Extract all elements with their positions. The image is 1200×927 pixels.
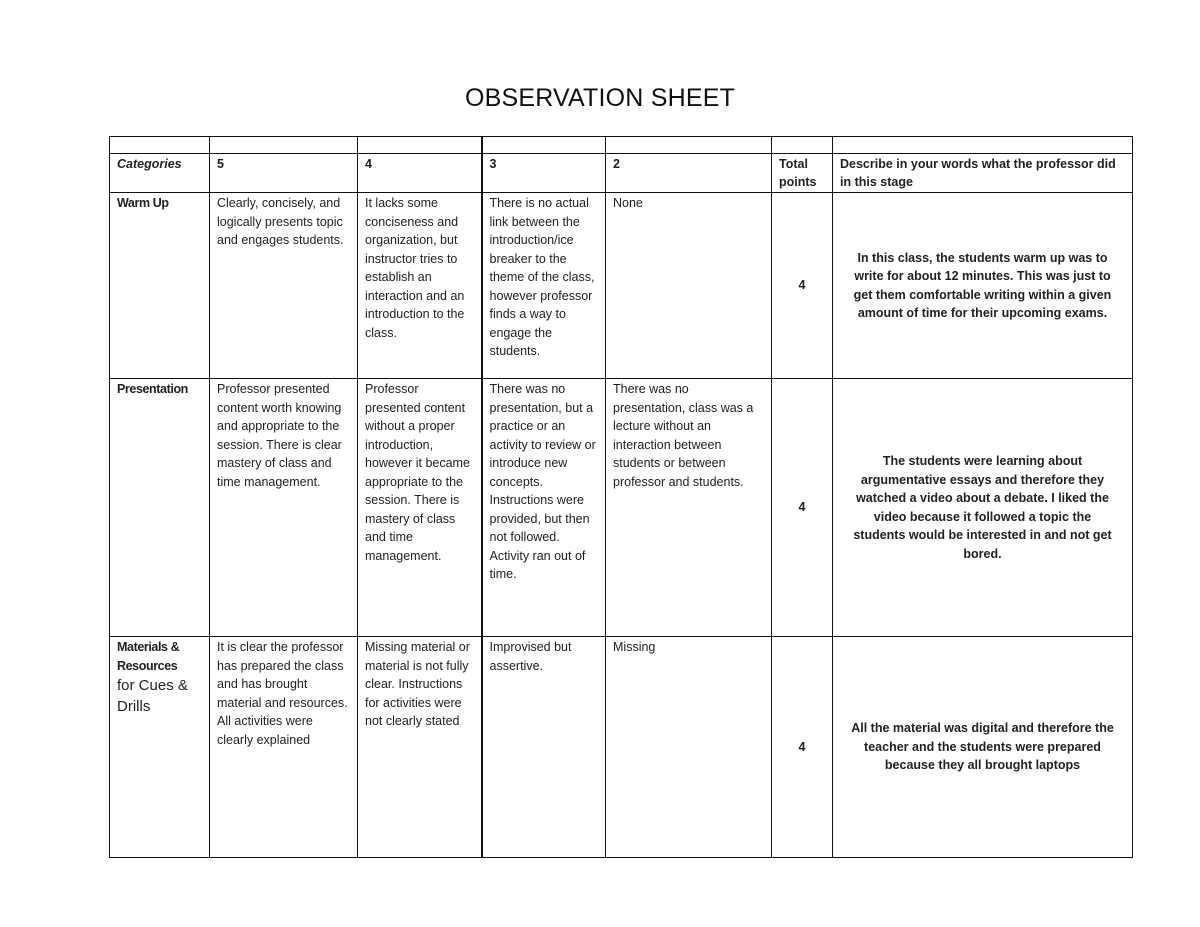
blank-cell: [833, 137, 1133, 154]
blank-cell: [110, 137, 210, 154]
header-describe: Describe in your words what the professor did in this stage: [833, 154, 1133, 193]
blank-cell: [772, 137, 833, 154]
table-row: [110, 637, 1133, 858]
total-points-cell: 4: [772, 637, 833, 858]
criteria-2-cell: There was no presentation, class was a lecture without an interaction between students or between professor and students.: [606, 379, 772, 637]
header-score-5: 5: [210, 154, 358, 193]
total-points-cell: 4: [772, 379, 833, 637]
blank-cell: [210, 137, 358, 154]
blank-cell: [482, 137, 606, 154]
description-cell: In this class, the students warm up was to write for about 12 minutes. This was just to get them comfortable writing within a given amount of time for their upcoming exams.: [833, 193, 1133, 379]
description-cell: The students were learning about argumentative essays and therefore they watched a video about a debate. I liked the video because it followed a topic the students would be interested in and not get bored.: [833, 379, 1133, 637]
criteria-2-cell: None: [606, 193, 772, 379]
criteria-4-cell: Professor presented content without a proper introduction, however it became appropriate to the session. There is mastery of class and time management.: [358, 379, 482, 637]
criteria-3-cell: There is no actual link between the introduction/ice breaker to the theme of the class, however professor finds a way to engage the students.: [482, 193, 606, 379]
criteria-4-cell: Missing material or material is not fully clear. Instructions for activities were not clearly stated: [358, 637, 482, 858]
description-cell: All the material was digital and therefore the teacher and the students were prepared because they all brought laptops: [833, 637, 1133, 858]
blank-cell: [606, 137, 772, 154]
category-cell: [110, 637, 210, 858]
header-score-3: 3: [482, 154, 606, 193]
criteria-5-cell: Clearly, concisely, and logically presents topic and engages students.: [210, 193, 358, 379]
table-row: [110, 379, 1133, 637]
criteria-3-cell: There was no presentation, but a practice or an activity to review or introduce new concepts. Instructions were provided, but then not followed. Activity ran out of time.: [482, 379, 606, 637]
criteria-4-cell: It lacks some conciseness and organization, but instructor tries to establish an interaction and an introduction to the class.: [358, 193, 482, 379]
criteria-2-cell: Missing: [606, 637, 772, 858]
header-score-4: 4: [358, 154, 482, 193]
category-cell: [110, 379, 210, 637]
total-points-cell: 4: [772, 193, 833, 379]
blank-row: [110, 137, 1133, 154]
header-total-points: Total points: [772, 154, 833, 193]
category-label: Warm Up: [117, 196, 169, 210]
table-row: [110, 193, 1133, 379]
header-categories: Categories: [110, 154, 210, 193]
page-title: OBSERVATION SHEET: [464, 84, 736, 112]
observation-table: [109, 136, 1133, 858]
category-cell: [110, 193, 210, 379]
criteria-5-cell: It is clear the professor has prepared the class and has brought material and resources. All activities were clearly explained: [210, 637, 358, 858]
header-score-2: 2: [606, 154, 772, 193]
category-label: Materials & Resources: [117, 640, 180, 673]
category-sublabel: for Cues & Drills: [117, 677, 188, 715]
category-label: Presentation: [117, 382, 188, 396]
criteria-5-cell: Professor presented content worth knowing and appropriate to the session. There is clear mastery of class and time management.: [210, 379, 358, 637]
header-row: [110, 154, 1133, 193]
criteria-3-cell: Improvised but assertive.: [482, 637, 606, 858]
blank-cell: [358, 137, 482, 154]
